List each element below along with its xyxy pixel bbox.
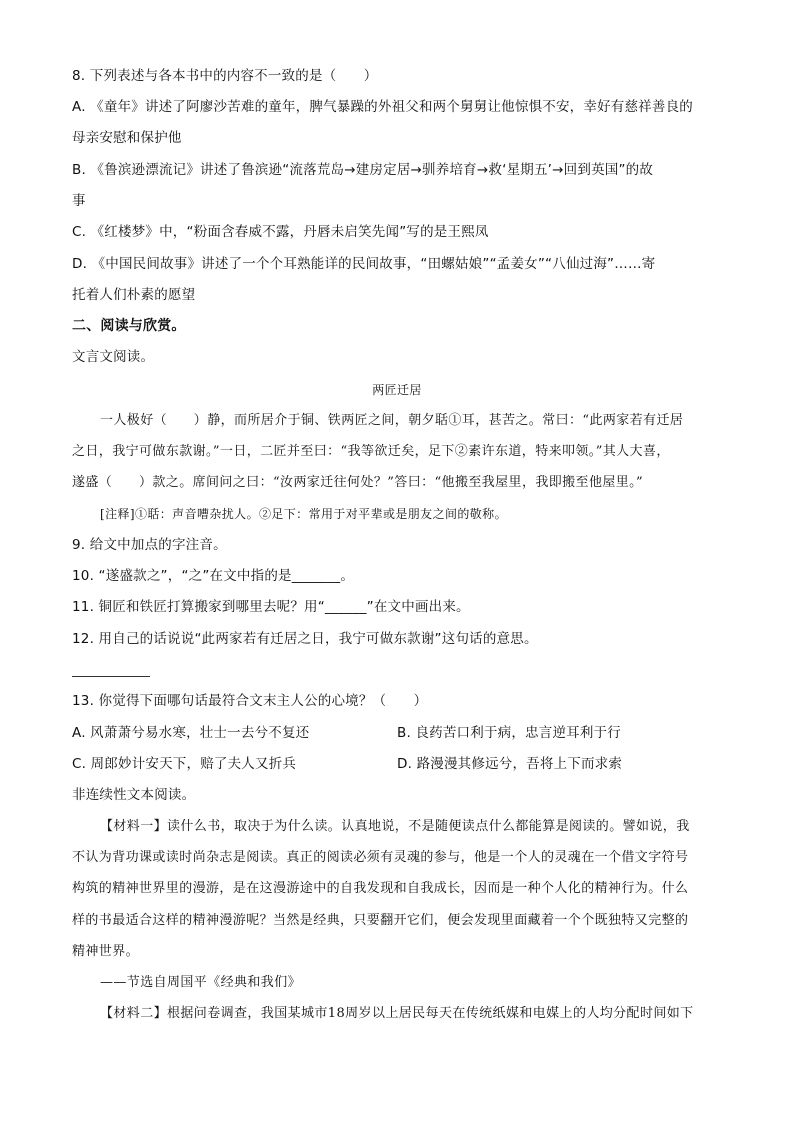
material1-line-4: 样的书最适合这样的精神漫游呢？当然是经典，只要翻开它们，便会发现里面藏着一个个既独特又完整的: [72, 913, 689, 928]
passage-line-2: 之日，我宁可做东款谢。”一日，二匠并至曰：“我等欲迁矣，足下②素许东道，特来叩领。”其人大喜，: [72, 444, 670, 459]
q13-option-b: B. 良药苦口利于病，忠言逆耳利于行: [397, 725, 621, 741]
material1-line-2: 不认为背功课或读时尚杂志是阅读。真正的阅读必须有灵魂的参与，他是一个人的灵魂在一个借文字符号: [72, 850, 689, 865]
passage-line-1: 一人极好（ ）静，而所居介于铜、铁两匠之间，朝夕聒①耳，甚苦之。常曰：“此两家若有迁居: [100, 413, 684, 428]
classical-reading-label: 文言文阅读。: [72, 349, 155, 365]
q13-stem: 13. 你觉得下面哪句话最符合文末主人公的心境？（ ）: [72, 693, 428, 709]
material1-line-1: 【材料一】读什么书，取决于为什么读。认真地说，不是随便读点什么都能算是阅读的。譬如说，我: [100, 819, 690, 834]
material1-line-5: 精神世界。: [72, 944, 140, 959]
q8-option-a: A. 《童年》讲述了阿廖沙苦难的童年，脾气暴躁的外祖父和两个舅舅让他惊惧不安，幸好有慈祥善良的: [72, 99, 693, 115]
q12: 12. 用自己的话说说“此两家若有迁居之日，我宁可做东款谢”这句话的意思。: [72, 631, 538, 647]
q8-option-c: C. 《红楼梦》中，“粉面含春威不露，丹唇未启笑先闻”写的是王熙凤: [72, 224, 489, 240]
q8-option-d: D. 《中国民间故事》讲述了一个个耳熟能详的民间故事，“田螺姑娘”“孟姜女”“八仙过海”……寄: [72, 256, 656, 272]
material1-line-3: 构筑的精神世界里的漫游，是在这漫游途中的自我发现和自我成长，因而是一种个人化的精神行为。什么: [72, 881, 689, 896]
q13-option-c: C. 周郎妙计安天下，赔了夫人又折兵: [72, 756, 297, 772]
passage-title: 两匠迁居: [372, 383, 422, 397]
q8-option-b: B. 《鲁滨逊漂流记》讲述了鲁滨逊“流落荒岛→建房定居→驯养培育→救‘星期五’→回到英国”的故: [72, 162, 654, 178]
q11: 11. 铜匠和铁匠打算搬家到哪里去呢？用“______”在文中画出来。: [72, 599, 470, 615]
passage-line-3: 遂盛（ ）款之。席间问之曰：“汝两家迁往何处？”答曰：“他搬至我屋里，我即搬至他屋里。”: [72, 475, 644, 490]
q8-option-d-cont: 托着人们朴素的愿望: [72, 287, 196, 303]
passage-note: [注释]①聒：声音嘈杂扰人。②足下：常用于对平辈或是朋友之间的敬称。: [100, 507, 507, 521]
q8-option-a-cont: 母亲安慰和保护他: [72, 130, 182, 146]
q13-option-a: A. 风萧萧兮易水寒，壮士一去兮不复还: [72, 725, 310, 741]
q10: 10. “遂盛款之”，“之”在文中指的是_______。: [72, 568, 355, 584]
answer-blank-line: [72, 676, 150, 677]
q8-stem: 8. 下列表述与各本书中的内容不一致的是（ ）: [72, 68, 378, 84]
nonfiction-label: 非连续性文本阅读。: [72, 787, 196, 803]
material1-source: ——节选自周国平《经典和我们》: [100, 975, 302, 990]
material2-line-1: 【材料二】根据问卷调查，我国某城市18周岁以上居民每天在传统纸媒和电媒上的人均分配时间如下: [100, 1006, 694, 1021]
q9: 9. 给文中加点的字注音。: [72, 537, 227, 553]
q8-option-b-cont: 事: [72, 193, 86, 209]
q13-option-d: D. 路漫漫其修远兮，吾将上下而求索: [397, 756, 623, 772]
section-title: 二、阅读与欣赏。: [72, 318, 186, 334]
